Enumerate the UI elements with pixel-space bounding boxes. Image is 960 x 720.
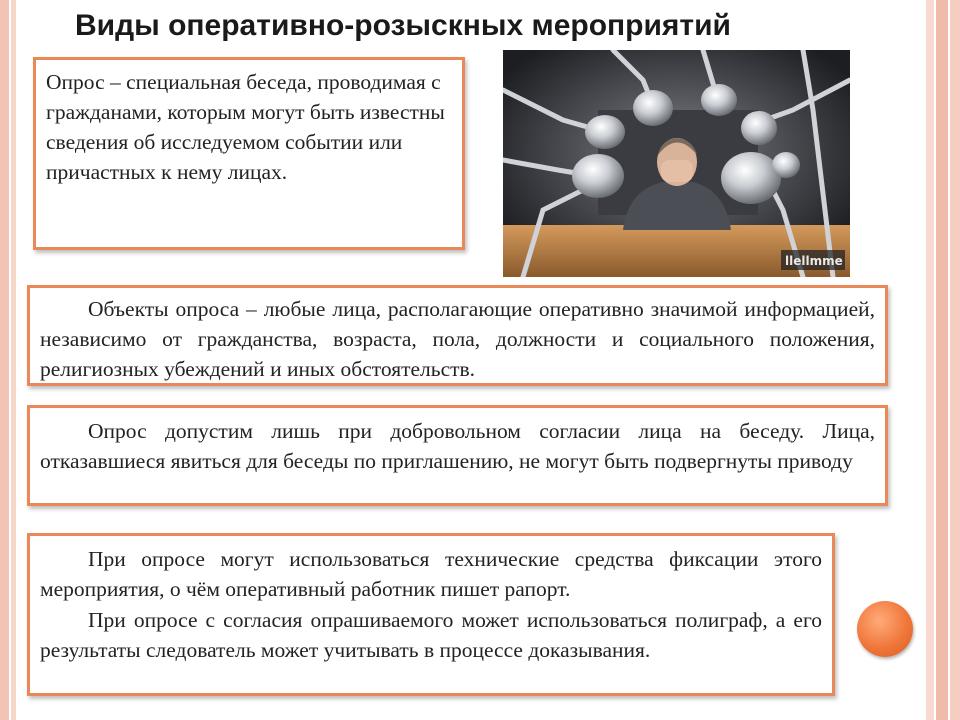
technical-means-box (27, 533, 835, 696)
consent-text: Опрос допустим лишь при добровольном согласии лица на беседу. Лица, отказавшиеся явиться для беседы по приглашению, не могут быть подвергнуты приводу (40, 419, 875, 473)
objects-box (27, 285, 888, 386)
polygraph-text: При опросе с согласия опрашиваемого может использоваться полиграф, а его результаты следователь может учитывать в процессе доказывания. (40, 608, 822, 662)
left-decor-stripe (0, 0, 16, 720)
technical-text: При опросе могут использоваться технические средства фиксации этого мероприятия, о чём оперативный работник пишет рапорт. (40, 547, 822, 601)
slide-title: Виды оперативно-розыскных мероприятий (75, 9, 732, 42)
right-decor-stripe (926, 0, 960, 720)
definition-box (33, 57, 465, 250)
consent-box (27, 405, 888, 506)
definition-text: Опрос – специальная беседа, проводимая с гражданами, которым могут быть известны сведения об исследуемом событии или причастных к нему лицах. (46, 70, 445, 184)
objects-text: Объекты опроса – любые лица, располагающие оперативно значимой информацией, независимо от гражданства, возраста, пола, должности и социального положения, религиозных убеждений и иных обстоятельств. (40, 297, 875, 381)
decorative-orange-circle (857, 601, 913, 657)
interrogation-lamps-illustration (503, 50, 850, 277)
photo-watermark: llellmme (785, 254, 843, 268)
interrogation-photo (503, 50, 850, 277)
